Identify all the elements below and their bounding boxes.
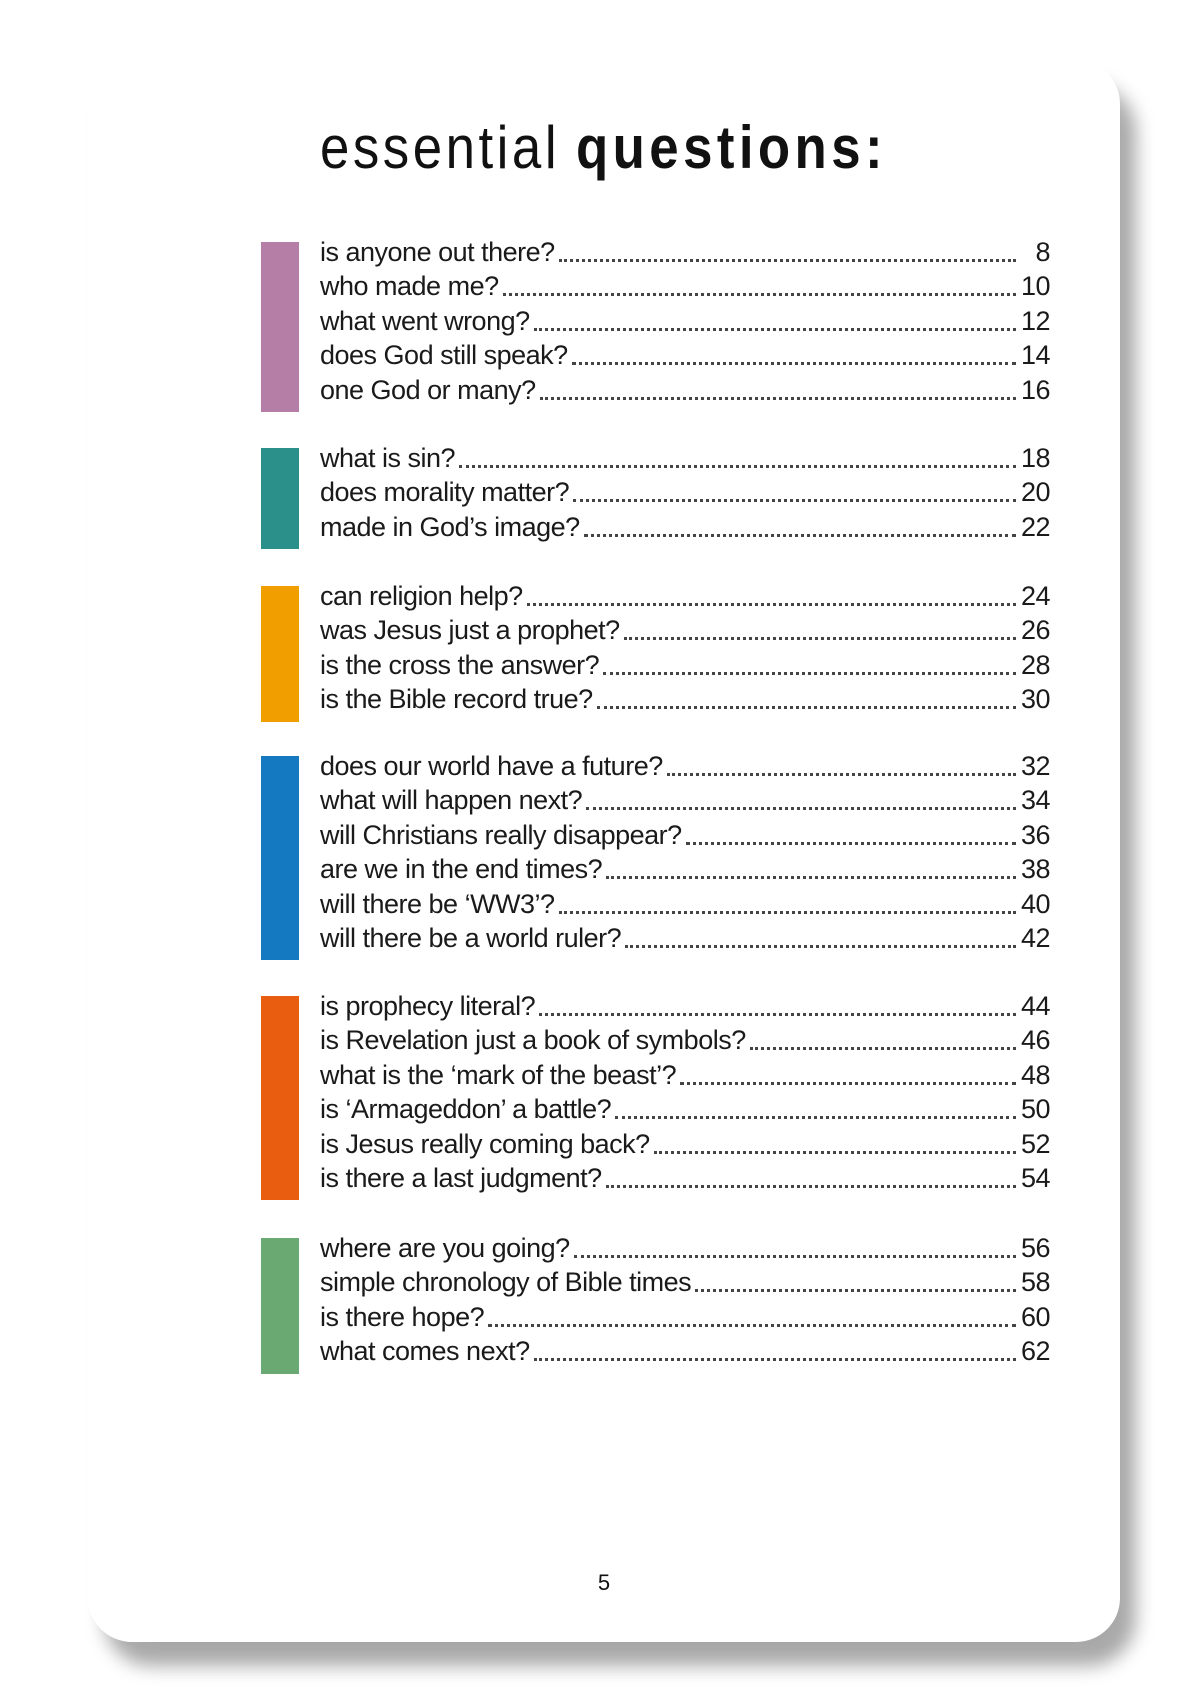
toc-entry[interactable] [320, 1230, 1050, 1266]
toc-entry-page: 38 [1020, 854, 1050, 885]
toc-entry-title: is the Bible record true? [320, 684, 593, 715]
toc-entry-page: 20 [1020, 477, 1050, 508]
book-page [88, 60, 1120, 1642]
toc-entry-title: is anyone out there? [320, 237, 555, 267]
dot-leader [527, 603, 1016, 606]
toc-entry-page: 58 [1020, 1267, 1050, 1298]
toc-entry[interactable] [320, 303, 1050, 339]
toc-entry-title: what went wrong? [320, 305, 530, 336]
toc-entry-page: 30 [1020, 684, 1050, 715]
toc-entry-title: will there be ‘WW3’? [320, 888, 555, 919]
toc-entry[interactable] [320, 1333, 1050, 1369]
dot-leader [686, 842, 1016, 845]
toc-entry[interactable] [320, 1264, 1050, 1300]
group-color-bar [261, 242, 299, 412]
toc-entry[interactable] [320, 440, 1050, 476]
dot-leader [488, 1324, 1016, 1327]
group-color-bar [261, 756, 299, 960]
toc-entry-page: 48 [1020, 1059, 1050, 1090]
toc-entry-title: can religion help? [320, 581, 523, 611]
dot-leader [654, 1151, 1016, 1154]
toc-entry[interactable] [320, 920, 1050, 956]
toc-entry-title: one God or many? [320, 374, 536, 405]
toc-entry[interactable] [320, 748, 1050, 784]
toc-entry[interactable] [320, 1160, 1050, 1196]
page-number: 5 [597, 1570, 611, 1595]
toc-entry-title: does God still speak? [320, 340, 568, 371]
dot-leader [597, 706, 1016, 709]
toc-entry[interactable] [320, 372, 1050, 408]
dot-leader [559, 911, 1016, 914]
toc-entry-title: will there be a world ruler? [320, 923, 622, 953]
toc-entry-page: 40 [1020, 888, 1050, 919]
dot-leader [539, 1013, 1016, 1016]
toc-entry-page: 54 [1020, 1163, 1050, 1193]
toc-entry-title: is Revelation just a book of symbols? [320, 1025, 746, 1056]
dot-leader [572, 362, 1016, 365]
toc-entry[interactable] [320, 474, 1050, 510]
toc-entry[interactable] [320, 337, 1050, 373]
toc-entry-page: 42 [1020, 923, 1050, 953]
dot-leader [606, 1185, 1016, 1188]
toc-entry[interactable] [320, 578, 1050, 614]
toc-entry-page: 60 [1020, 1301, 1050, 1332]
dot-leader [573, 499, 1016, 502]
toc-entry[interactable] [320, 851, 1050, 887]
toc-entry-page: 18 [1020, 443, 1050, 473]
dot-leader [534, 1358, 1016, 1361]
toc-entry-page: 52 [1020, 1128, 1050, 1159]
toc-entry[interactable] [320, 817, 1050, 853]
dot-leader [584, 534, 1016, 537]
toc-entry-page: 24 [1020, 581, 1050, 611]
title-bold-word: questions: [576, 114, 888, 181]
toc-entry-page: 32 [1020, 751, 1050, 781]
dot-leader [586, 807, 1016, 810]
group-color-bar [261, 586, 299, 722]
dot-leader [540, 397, 1016, 400]
toc-entry-title: is ‘Armageddon’ a battle? [320, 1094, 612, 1125]
dot-leader [559, 259, 1016, 262]
dot-leader [503, 293, 1016, 296]
table-of-contents [88, 60, 1120, 1642]
toc-entry[interactable] [320, 268, 1050, 304]
toc-entry-title: made in God’s image? [320, 511, 580, 542]
toc-entry[interactable] [320, 1057, 1050, 1093]
title-light-word: essential [320, 114, 561, 181]
toc-entry-page: 22 [1020, 511, 1050, 542]
group-color-bar [261, 996, 299, 1200]
toc-entry-title: where are you going? [320, 1233, 570, 1263]
toc-entry-title: who made me? [320, 271, 499, 302]
toc-entry[interactable] [320, 681, 1050, 717]
toc-entry-title: is there a last judgment? [320, 1163, 602, 1193]
toc-entry[interactable] [320, 1126, 1050, 1162]
toc-entry[interactable] [320, 234, 1050, 270]
toc-entry-page: 62 [1020, 1336, 1050, 1367]
toc-entry-page: 56 [1020, 1233, 1050, 1263]
toc-entry-page: 16 [1020, 374, 1050, 405]
dot-leader [615, 1116, 1016, 1119]
toc-entry[interactable] [320, 988, 1050, 1024]
toc-entry-title: is prophecy literal? [320, 991, 536, 1021]
toc-entry-page: 44 [1020, 991, 1050, 1021]
dot-leader [680, 1082, 1016, 1085]
toc-entry[interactable] [320, 886, 1050, 922]
toc-entry-page: 26 [1020, 615, 1050, 646]
toc-entry-title: is there hope? [320, 1301, 485, 1332]
toc-entry-title: does our world have a future? [320, 751, 663, 781]
dot-leader [574, 1255, 1016, 1258]
dot-leader [534, 328, 1016, 331]
toc-entry-title: what will happen next? [320, 785, 583, 816]
toc-entry-title: what is the ‘mark of the beast’? [320, 1059, 677, 1090]
dot-leader [625, 945, 1016, 948]
dot-leader [750, 1047, 1016, 1050]
toc-entry-title: are we in the end times? [320, 854, 603, 885]
dot-leader [667, 773, 1016, 776]
toc-entry-title: is the cross the answer? [320, 649, 600, 680]
group-color-bar [261, 448, 299, 549]
toc-entry-page: 8 [1035, 237, 1050, 267]
toc-entry-title: what comes next? [320, 1336, 530, 1367]
toc-entry[interactable] [320, 1299, 1050, 1335]
toc-entry-page: 14 [1020, 340, 1050, 371]
toc-entry[interactable] [320, 782, 1050, 818]
toc-entry-title: what is sin? [320, 443, 456, 473]
toc-entry-page: 28 [1020, 649, 1050, 680]
toc-entry-title: was Jesus just a prophet? [320, 615, 620, 646]
dot-leader [459, 465, 1016, 468]
toc-entry[interactable] [320, 647, 1050, 683]
toc-entry-title: is Jesus really coming back? [320, 1128, 650, 1159]
dot-leader [606, 876, 1016, 879]
toc-entry-page: 34 [1020, 785, 1050, 816]
toc-entry-page: 50 [1020, 1094, 1050, 1125]
toc-entry-title: simple chronology of Bible times [320, 1267, 692, 1298]
dot-leader [624, 637, 1016, 640]
dot-leader [695, 1289, 1016, 1292]
toc-entry-title: will Christians really disappear? [320, 819, 682, 850]
toc-entry[interactable] [320, 1091, 1050, 1127]
toc-entry-page: 36 [1020, 819, 1050, 850]
dot-leader [603, 672, 1016, 675]
toc-entry[interactable] [320, 1022, 1050, 1058]
toc-entry-page: 12 [1020, 305, 1050, 336]
toc-entry-title: does morality matter? [320, 477, 570, 508]
toc-entry[interactable] [320, 509, 1050, 545]
group-color-bar [261, 1238, 299, 1374]
toc-entry[interactable] [320, 612, 1050, 648]
toc-entry-page: 10 [1020, 271, 1050, 302]
toc-entry-page: 46 [1020, 1025, 1050, 1056]
